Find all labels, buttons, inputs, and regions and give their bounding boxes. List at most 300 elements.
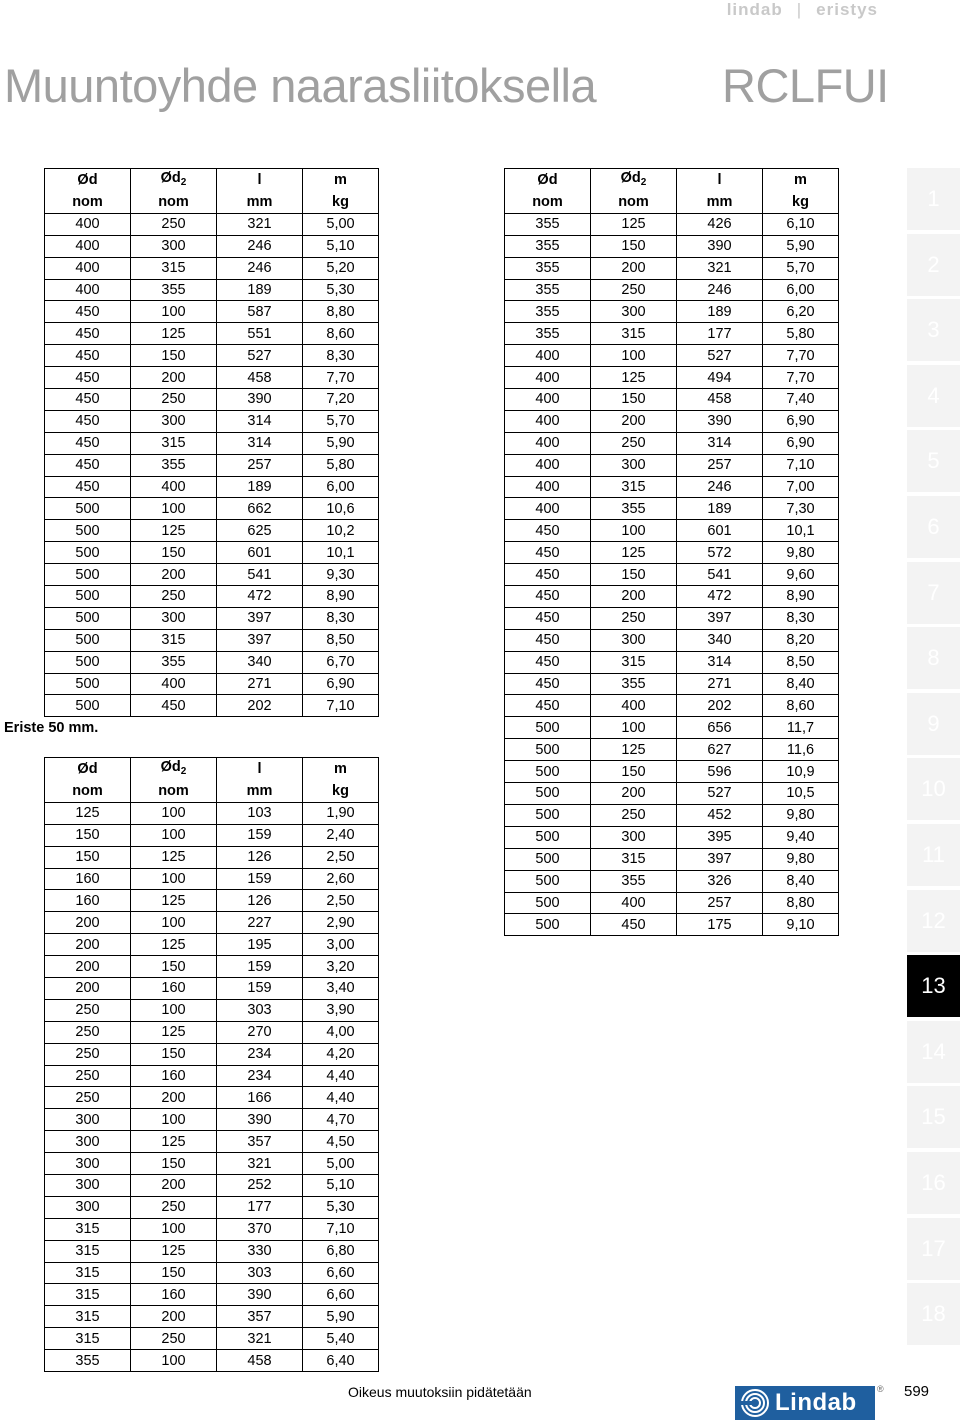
table-cell: 2,50 (303, 890, 379, 912)
table-cell: 175 (677, 914, 763, 936)
table-cell: 100 (131, 912, 217, 934)
table-cell: 160 (45, 890, 131, 912)
table-row (505, 410, 839, 432)
table-cell: 587 (217, 301, 303, 323)
table-cell: 500 (505, 892, 591, 914)
unit-mass: kg (763, 192, 839, 213)
table-row (45, 389, 379, 411)
table-cell: 200 (45, 934, 131, 956)
table-row (505, 892, 839, 914)
table-cell: 400 (505, 410, 591, 432)
table-cell: 395 (677, 826, 763, 848)
table-cell: 500 (45, 695, 131, 717)
table-cell: 426 (677, 213, 763, 235)
table-row (45, 846, 379, 868)
table-cell: 500 (505, 739, 591, 761)
table-cell: 2,40 (303, 824, 379, 846)
table-cell: 355 (505, 235, 591, 257)
section-name: eristys (816, 0, 878, 19)
table-cell: 400 (75, 216, 100, 233)
table-cell: 390 (677, 410, 763, 432)
table-row (45, 607, 379, 629)
chapter-tab-7[interactable]: 7 (907, 562, 960, 624)
table-cell: 202 (217, 695, 303, 717)
table-cell: 601 (677, 520, 763, 542)
table-cell: 250 (591, 279, 677, 301)
table-cell: 500 (505, 826, 591, 848)
table-cell: 500 (505, 783, 591, 805)
table-row (45, 1021, 379, 1043)
chapter-tab-5[interactable]: 5 (907, 430, 960, 492)
table-cell: 6,90 (303, 673, 379, 695)
chapter-tab-8[interactable]: 8 (907, 627, 960, 689)
chapter-tab-3[interactable]: 3 (907, 299, 960, 361)
table-cell: 9,80 (763, 804, 839, 826)
table-cell: 5,90 (303, 432, 379, 454)
table-cell: 5,40 (303, 1328, 379, 1350)
table-cell: 527 (677, 783, 763, 805)
table-cell: 300 (131, 410, 217, 432)
chapter-tab-6[interactable]: 6 (907, 496, 960, 558)
table-cell: 250 (45, 1087, 131, 1109)
chapter-tab-4[interactable]: 4 (907, 365, 960, 427)
table-cell: 9,40 (763, 826, 839, 848)
table-cell: 450 (45, 410, 131, 432)
table-row (45, 629, 379, 651)
table-cell: 340 (677, 629, 763, 651)
table-cell: 5,30 (303, 1196, 379, 1218)
table-cell: 315 (45, 1218, 131, 1240)
table-row (505, 695, 839, 717)
table-cell: 452 (677, 804, 763, 826)
table-cell: 5,80 (763, 323, 839, 345)
table-cell: 355 (131, 651, 217, 673)
table-cell: 8,20 (763, 629, 839, 651)
table-cell: 125 (131, 1131, 217, 1153)
table-cell: 100 (131, 1109, 217, 1131)
table-row (45, 1328, 379, 1350)
table-row (45, 695, 379, 717)
table-row (45, 301, 379, 323)
table-row (45, 345, 379, 367)
table-cell: 300 (45, 1196, 131, 1218)
table-cell: 7,40 (763, 389, 839, 411)
table-cell: 8,80 (303, 301, 379, 323)
table-row (45, 1087, 379, 1109)
table-cell: 189 (217, 476, 303, 498)
table-row (45, 868, 379, 890)
chapter-tab-9[interactable]: 9 (907, 693, 960, 755)
table-cell: 3,20 (303, 956, 379, 978)
table-row (45, 1131, 379, 1153)
table-cell: 4,70 (303, 1109, 379, 1131)
col-header-diameter2: $Ød_2$ (131, 758, 217, 782)
spec-table-1 (44, 168, 379, 717)
chapter-tab-16[interactable]: 16 (907, 1152, 960, 1214)
table-row (505, 279, 839, 301)
unit-mass: kg (303, 781, 379, 802)
table-cell: 450 (505, 695, 591, 717)
table-cell: 150 (591, 235, 677, 257)
table-cell: 450 (45, 301, 131, 323)
table-cell: 500 (45, 651, 131, 673)
table-cell: 400 (505, 389, 591, 411)
table-cell: 150 (45, 846, 131, 868)
table-row (45, 1065, 379, 1087)
table-cell: 189 (677, 498, 763, 520)
table-cell: 500 (45, 586, 131, 608)
table-cell: 500 (505, 848, 591, 870)
table-row (45, 476, 379, 498)
table-cell: 6,00 (763, 279, 839, 301)
table-cell: 321 (217, 213, 303, 235)
table-row (505, 213, 839, 235)
table-cell: 355 (505, 323, 591, 345)
table-cell: 200 (131, 1087, 217, 1109)
unit-diameter2: nom (131, 192, 217, 213)
chapter-tab-1[interactable]: 1 (907, 168, 960, 230)
table-row (505, 257, 839, 279)
table-cell: 450 (505, 673, 591, 695)
table-cell: 450 (45, 454, 131, 476)
table-cell: 8,40 (763, 870, 839, 892)
table-cell: 340 (217, 651, 303, 673)
brand-separator: | (796, 0, 803, 19)
table-cell: 5,00 (303, 1153, 379, 1175)
table-cell: 321 (217, 1153, 303, 1175)
table-cell: 250 (131, 586, 217, 608)
table-cell: 160 (131, 978, 217, 1000)
table-cell: 126 (217, 846, 303, 868)
table-cell: 551 (217, 323, 303, 345)
table-cell: 250 (131, 1328, 217, 1350)
table-cell: 150 (45, 824, 131, 846)
table-row (45, 1306, 379, 1328)
table-row (505, 432, 839, 454)
table-cell: 4,40 (303, 1065, 379, 1087)
table-cell: 450 (45, 345, 131, 367)
table-cell: 150 (591, 761, 677, 783)
table-row (505, 301, 839, 323)
table-cell: 541 (677, 564, 763, 586)
table-row (45, 564, 379, 586)
table-cell: 270 (217, 1021, 303, 1043)
table-cell: 200 (131, 367, 217, 389)
table-cell: 2,50 (303, 846, 379, 868)
table-row (45, 1153, 379, 1175)
table-row (45, 1109, 379, 1131)
table-cell: 5,70 (303, 410, 379, 432)
table-cell: 227 (217, 912, 303, 934)
table-cell: 200 (131, 564, 217, 586)
table-cell: 7,70 (303, 367, 379, 389)
table-cell: 8,80 (763, 892, 839, 914)
table-cell: 390 (677, 235, 763, 257)
table-row (505, 848, 839, 870)
table-cell: 8,90 (763, 586, 839, 608)
table-cell: 166 (217, 1087, 303, 1109)
chapter-tab-17[interactable]: 17 (907, 1218, 960, 1280)
unit-diameter2: nom (591, 192, 677, 213)
table-cell: 315 (131, 629, 217, 651)
table-cell: 2,60 (303, 868, 379, 890)
table-cell: 400 (505, 345, 591, 367)
table-cell: 5,10 (303, 235, 379, 257)
table-cell: 400 (45, 279, 131, 301)
table-cell: 315 (591, 476, 677, 498)
spec-table-2 (44, 757, 379, 1372)
table-cell: 125 (591, 542, 677, 564)
table-cell: 100 (131, 999, 217, 1021)
table-cell: 10,2 (303, 520, 379, 542)
table-cell: 662 (217, 498, 303, 520)
table-cell: 234 (217, 1043, 303, 1065)
table-row (505, 542, 839, 564)
table-cell: 500 (45, 542, 131, 564)
table-cell: 500 (45, 673, 131, 695)
table-cell: 100 (591, 345, 677, 367)
table-cell: 10,9 (763, 761, 839, 783)
table-cell: 315 (45, 1306, 131, 1328)
table-cell: 300 (45, 1131, 131, 1153)
table-row (45, 912, 379, 934)
col-header-mass: m (303, 758, 379, 782)
table-row (45, 1175, 379, 1197)
table-row (45, 542, 379, 564)
table-cell: 494 (677, 367, 763, 389)
table-cell: 125 (131, 1240, 217, 1262)
table-cell: 625 (217, 520, 303, 542)
table-cell: 303 (217, 999, 303, 1021)
table-cell: 150 (591, 389, 677, 411)
table-cell: 450 (131, 695, 217, 717)
table-row (505, 323, 839, 345)
table-row (505, 498, 839, 520)
table-row (45, 432, 379, 454)
table-row (45, 1043, 379, 1065)
table-row (45, 213, 379, 235)
chapter-tab-14[interactable]: 14 (907, 1021, 960, 1083)
table-cell: 500 (505, 870, 591, 892)
table-cell: 8,30 (303, 607, 379, 629)
table-cell: 314 (677, 651, 763, 673)
table-cell: 9,30 (303, 564, 379, 586)
chapter-tab-18[interactable]: 18 (907, 1283, 960, 1345)
table-cell: 6,00 (303, 476, 379, 498)
table-cell: 527 (217, 345, 303, 367)
table-cell: 7,70 (763, 345, 839, 367)
table-cell: 10,1 (303, 542, 379, 564)
table-cell: 125 (131, 846, 217, 868)
table-cell: 300 (591, 301, 677, 323)
table-cell: 189 (217, 279, 303, 301)
table-row (45, 651, 379, 673)
table-row (45, 978, 379, 1000)
table-row (505, 673, 839, 695)
chapter-tab-2[interactable]: 2 (907, 234, 960, 296)
table-row (505, 629, 839, 651)
unit-length: mm (217, 192, 303, 213)
table-cell: 250 (591, 607, 677, 629)
chapter-tab-13[interactable]: 13 (907, 955, 960, 1017)
table-row (45, 956, 379, 978)
table-row (505, 804, 839, 826)
table-cell: 246 (217, 257, 303, 279)
table-cell: 315 (131, 432, 217, 454)
chapter-tab-10[interactable]: 10 (907, 758, 960, 820)
table-cell: 159 (217, 824, 303, 846)
table-cell: 160 (131, 1065, 217, 1087)
table-cell: 390 (217, 1109, 303, 1131)
unit-mass: kg (303, 192, 379, 213)
table-cell: 450 (591, 914, 677, 936)
table-cell: 150 (131, 956, 217, 978)
table-cell: 200 (591, 586, 677, 608)
table-cell: 100 (131, 868, 217, 890)
table-cell: 541 (217, 564, 303, 586)
table-cell: 315 (45, 1240, 131, 1262)
disclaimer: Oikeus muutoksiin pidätetään (348, 1384, 532, 1400)
table-cell: 572 (677, 542, 763, 564)
table-cell: 250 (45, 1021, 131, 1043)
table-cell: 100 (591, 717, 677, 739)
table-row (505, 739, 839, 761)
logo-text: Lindab (775, 1389, 857, 1416)
table-cell: 10,1 (763, 520, 839, 542)
col-header-diameter: Ød (537, 172, 558, 188)
table-cell: 8,30 (303, 345, 379, 367)
table-row (45, 890, 379, 912)
table-cell: 400 (45, 235, 131, 257)
table-cell: 6,90 (763, 432, 839, 454)
table-cell: 300 (45, 1153, 131, 1175)
table-cell: 177 (217, 1196, 303, 1218)
table-cell: 450 (505, 651, 591, 673)
table-row (505, 607, 839, 629)
table-cell: 450 (505, 629, 591, 651)
insulation-note: Eriste 50 mm. (4, 720, 99, 736)
table-cell: 125 (591, 213, 677, 235)
col-header-length: l (217, 758, 303, 782)
table-row (45, 1262, 379, 1284)
table-cell: 250 (591, 432, 677, 454)
table-cell: 200 (131, 1306, 217, 1328)
table-cell: 4,00 (303, 1021, 379, 1043)
table-cell: 314 (217, 410, 303, 432)
table-cell: 5,00 (303, 213, 379, 235)
table-cell: 6,40 (303, 1350, 379, 1372)
table-row (45, 824, 379, 846)
table-cell: 400 (505, 454, 591, 476)
table-cell: 125 (75, 805, 100, 822)
table-row (45, 323, 379, 345)
table-cell: 159 (217, 956, 303, 978)
table-cell: 500 (505, 914, 591, 936)
page-title: Muuntoyhde naarasliitoksella (4, 59, 597, 112)
table-cell: 7,10 (303, 1218, 379, 1240)
table-cell: 200 (45, 978, 131, 1000)
table-cell: 5,30 (303, 279, 379, 301)
table-cell: 450 (45, 389, 131, 411)
chapter-tab-12[interactable]: 12 (907, 890, 960, 952)
table-cell: 103 (217, 802, 303, 824)
table-cell: 257 (677, 454, 763, 476)
table-cell: 5,70 (763, 257, 839, 279)
table-cell: 627 (677, 739, 763, 761)
table-cell: 300 (131, 607, 217, 629)
chapter-tabs (907, 168, 960, 1349)
table-cell: 400 (591, 695, 677, 717)
table-cell: 450 (505, 542, 591, 564)
table-row (45, 367, 379, 389)
table-cell: 326 (677, 870, 763, 892)
table-cell: 200 (131, 1175, 217, 1197)
table-cell: 355 (591, 498, 677, 520)
table-row (45, 454, 379, 476)
table-cell: 7,10 (303, 695, 379, 717)
unit-diameter: nom (45, 192, 131, 213)
table-cell: 8,50 (763, 651, 839, 673)
table-cell: 150 (131, 1262, 217, 1284)
table-cell: 321 (677, 257, 763, 279)
table-cell: 355 (131, 279, 217, 301)
col-header-diameter: Ød (77, 172, 98, 188)
table-cell: 9,80 (763, 848, 839, 870)
table-cell: 200 (45, 956, 131, 978)
table-row (45, 520, 379, 542)
table-cell: 250 (131, 213, 217, 235)
table-cell: 355 (505, 279, 591, 301)
table-cell: 6,10 (763, 213, 839, 235)
col-header-diameter2: $Ød_2$ (591, 169, 677, 193)
table-cell: 5,10 (303, 1175, 379, 1197)
table-row (505, 651, 839, 673)
table-cell: 314 (217, 432, 303, 454)
unit-diameter: nom (505, 192, 591, 213)
table-cell: 315 (131, 257, 217, 279)
table-cell: 250 (45, 999, 131, 1021)
table-row (45, 934, 379, 956)
table-cell: 458 (677, 389, 763, 411)
table-cell: 527 (677, 345, 763, 367)
table-cell: 300 (591, 454, 677, 476)
table-cell: 6,20 (763, 301, 839, 323)
table-row (45, 1196, 379, 1218)
table-row (505, 367, 839, 389)
table-cell: 150 (131, 542, 217, 564)
table-cell: 315 (45, 1262, 131, 1284)
table-cell: 472 (677, 586, 763, 608)
chapter-tab-15[interactable]: 15 (907, 1086, 960, 1148)
table-row (45, 257, 379, 279)
table-cell: 315 (591, 323, 677, 345)
col-header-mass: m (763, 169, 839, 193)
page-number: 599 (904, 1383, 930, 1400)
chapter-tab-11[interactable]: 11 (907, 824, 960, 886)
table-cell: 6,60 (303, 1262, 379, 1284)
table-cell: 500 (45, 607, 131, 629)
col-header-mass: m (303, 169, 379, 193)
table-cell: 159 (217, 978, 303, 1000)
col-header-length: l (217, 169, 303, 193)
table-cell: 7,00 (763, 476, 839, 498)
table-cell: 200 (591, 257, 677, 279)
table-cell: 252 (217, 1175, 303, 1197)
table-row (45, 802, 379, 824)
table-cell: 250 (591, 804, 677, 826)
table-cell: 8,90 (303, 586, 379, 608)
table-cell: 200 (591, 410, 677, 432)
